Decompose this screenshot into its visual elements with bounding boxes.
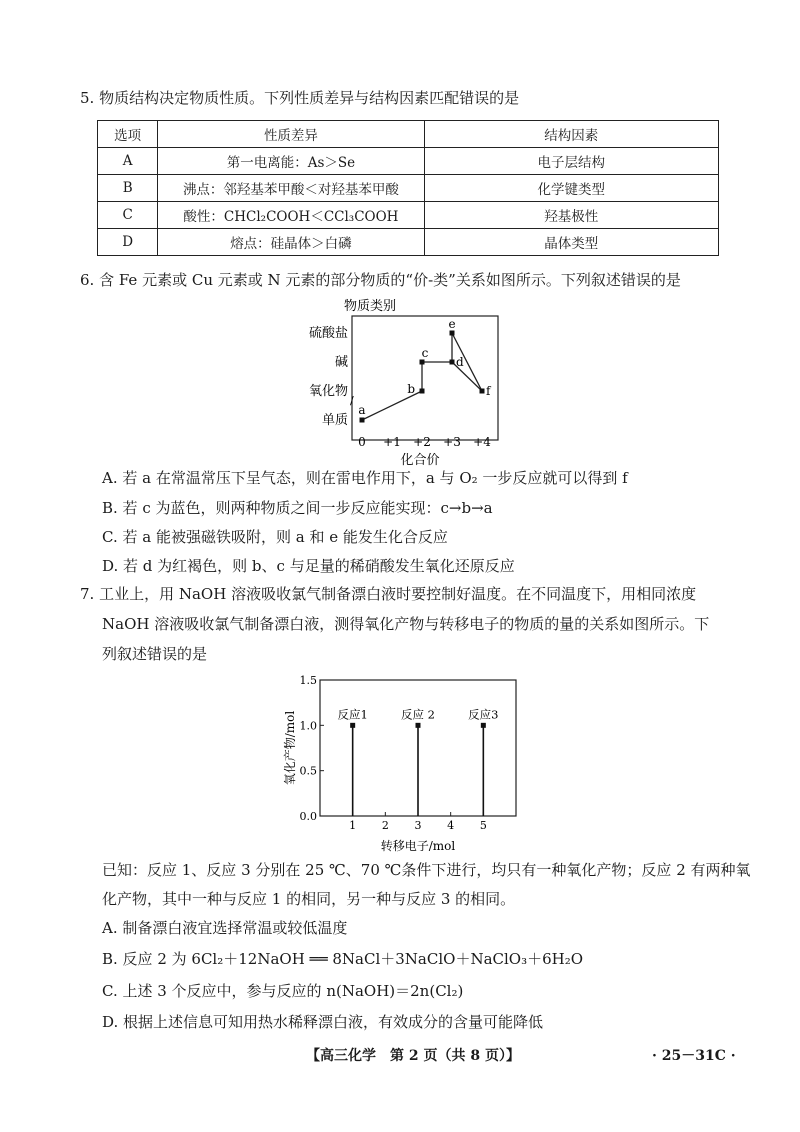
q7-option-a: A. 制备漂白液宜选择常温或较低温度 [102,919,348,937]
chart2-marker [350,723,355,728]
chart2-ylabel: 氧化产物/mol [283,710,297,786]
chart1-point [480,389,485,394]
chart2-ytick-label: 1.5 [299,674,317,687]
chart1-frame [352,316,498,440]
chart2-series-label: 反应3 [468,707,499,722]
chart1-ytick-label: 单质 [321,413,348,428]
table-cell: B [98,175,158,202]
chart2-ytick-label: 0.0 [299,810,317,823]
chart1-xtick-label: +1 [383,435,401,449]
q7-stem-line3: 列叙述错误的是 [102,645,208,663]
table-row [98,148,719,175]
q7-known-line1: 已知：反应 1、反应 3 分别在 25 ℃、70 ℃条件下进行，均只有一种氧化产物；反应 2 有两种氧 [102,861,751,879]
chart1-xtick-label: +2 [413,435,431,449]
chart1-point [450,360,455,365]
chart1-ytick-label: 碱 [334,355,348,370]
chart1-point-label: f [486,384,491,398]
chart1-xtick-label: +4 [473,435,491,449]
table-cell: 沸点：邻羟基苯甲酸＜对羟基苯甲酸 [158,175,424,202]
q7-option-b: B. 反应 2 为 6Cl₂＋12NaOH ══ 8NaCl＋3NaClO＋NaClO₃＋6H₂O [102,950,584,968]
chart2-ytick-label: 0.5 [299,764,317,778]
chart2-ytick-label: 1.0 [299,719,317,733]
table-cell: D [98,229,158,256]
q6-option-c: C. 若 a 能被强磁铁吸附，则 a 和 e 能发生化合反应 [102,528,448,546]
q7-option-c: C. 上述 3 个反应中，参与反应的 n(NaOH)＝2n(Cl₂) [102,982,464,1000]
header-option: 选项 [98,121,158,148]
valence-class-chart [290,292,520,470]
table-row [98,202,719,229]
q5-table [97,120,719,256]
header-structure: 结构因素 [424,121,718,148]
chart1-point [420,360,425,365]
chart2-xtick-label: 2 [381,819,389,832]
table-cell: 第一电离能：As＞Se [158,148,424,175]
footer-page-info: 【高三化学 第 2 页（共 8 页）】 [306,1048,520,1064]
chart2-marker [481,723,486,728]
q6-option-b: B. 若 c 为蓝色，则两种物质之间一步反应能实现：c→b→a [102,499,493,517]
table-cell: 酸性：CHCl₂COOH＜CCl₃COOH [158,202,424,229]
header-property: 性质差异 [158,121,424,148]
chart2-marker [416,723,421,728]
chart1-xlabel: 化合价 [400,453,440,468]
chart1-point-label: d [456,355,464,369]
q5-stem: 5. 物质结构决定物质性质。下列性质差异与结构因素匹配错误的是 [80,89,520,107]
stray-mark: / [350,394,354,407]
table-row [98,229,719,256]
q6-option-d: D. 若 d 为红褐色，则 b、c 与足量的稀硝酸发生氧化还原反应 [102,557,515,575]
chart2-xtick-label: 1 [349,819,357,832]
chart1-point-label: b [407,382,415,396]
chart2-xtick-label: 4 [447,819,455,832]
table-cell: C [98,202,158,229]
chart1-point-label: c [421,346,429,360]
chart2-xlabel: 转移电子/mol [380,839,456,853]
chart1-xtick-label: 0 [358,435,366,449]
table-cell: 晶体类型 [424,229,718,256]
table-cell: 羟基极性 [424,202,718,229]
chart1-ytick-label: 硫酸盐 [308,326,348,341]
q6-option-a: A. 若 a 在常温常压下呈气态，则在雷电作用下，a 与 O₂ 一步反应就可以得到 f [102,469,628,487]
chart1-ytick-label: 氧化物 [308,384,348,399]
table-cell: A [98,148,158,175]
chart1-point [420,389,425,394]
table-cell: 电子层结构 [424,148,718,175]
table-header-row [98,121,719,148]
q7-known-line2: 化产物，其中一种与反应 1 的相同，另一种与反应 3 的相同。 [102,890,516,908]
table-cell: 化学键类型 [424,175,718,202]
chart1-point [360,418,365,423]
chart2-series-label: 反应1 [337,707,368,722]
table-cell: 熔点：硅晶体＞白磷 [158,229,424,256]
oxidation-product-chart [270,672,540,856]
chart2-series-label: 反应 2 [401,707,435,722]
chart2-xtick-label: 3 [414,819,422,832]
chart2-xtick-label: 5 [479,819,487,832]
table-row [98,175,719,202]
chart1-point [450,331,455,336]
q7-stem-line2: NaOH 溶液吸收氯气制备漂白液，测得氧化产物与转移电子的物质的量的关系如图所示。下 [102,615,710,633]
q7-option-d: D. 根据上述信息可知用热水稀释漂白液，有效成分的含量可能降低 [102,1013,544,1031]
q7-stem-line1: 7. 工业上，用 NaOH 溶液吸收氯气制备漂白液时要控制好温度。在不同温度下，用相同浓度 [80,585,697,603]
chart1-ylabel: 物质类别 [343,299,397,314]
chart1-point-label: e [448,317,456,331]
chart1-xtick-label: +3 [443,435,461,449]
q6-stem: 6. 含 Fe 元素或 Cu 元素或 N 元素的部分物质的“价-类”关系如图所示。下列叙述错误的是 [80,271,681,289]
footer-code: · 25－31C · [652,1048,736,1064]
chart1-point-label: a [358,403,366,417]
